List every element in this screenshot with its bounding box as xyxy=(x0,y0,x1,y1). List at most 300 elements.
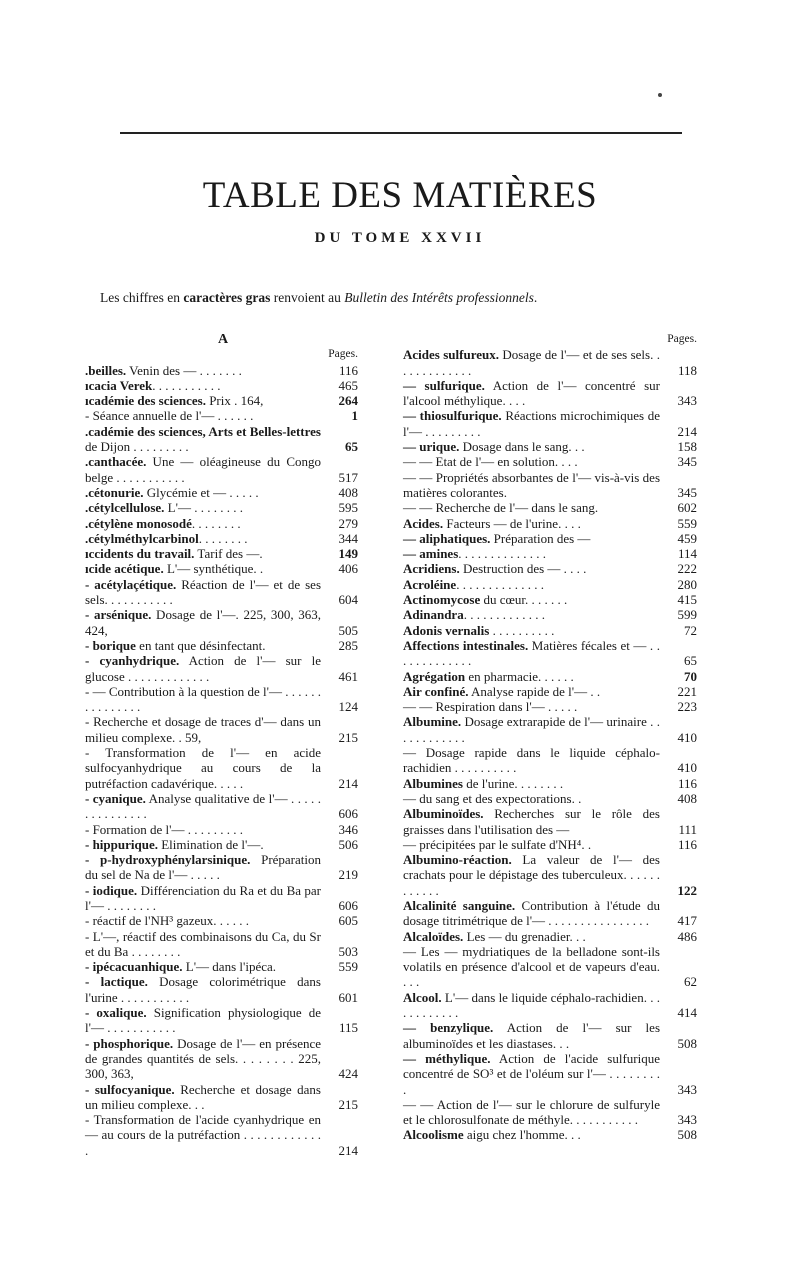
index-entry xyxy=(85,1036,361,1082)
entry-description: Dosage de l'— en présence de grandes quantités de sels. . . . . . . . 225, 300, 363, xyxy=(85,1035,322,1082)
top-rule xyxy=(120,132,682,134)
index-entry xyxy=(403,745,700,776)
entry-description: Réactions microchimiques de l'— . . . . . . . . . xyxy=(403,408,660,439)
page-number: 158 xyxy=(677,439,697,455)
entry-description: Dosage de l'— et de ses sels. . . . . . . . . . . . . xyxy=(403,347,660,378)
page-number: 215 xyxy=(338,1096,358,1112)
page-number: 601 xyxy=(338,989,358,1005)
index-entry xyxy=(403,776,700,791)
entry-description: - — Contribution à la question de l'— . . . . . . . . . . . . . . . xyxy=(85,683,321,715)
entry-description: aigu chez l'homme. . . xyxy=(463,1127,581,1143)
entry-heading: Adinandra xyxy=(403,607,464,623)
entry-text xyxy=(403,500,598,515)
page-number: 408 xyxy=(677,790,697,806)
entry-heading: Acridiens. xyxy=(403,561,460,577)
entry-text xyxy=(403,745,660,775)
entry-heading: - hippurique. xyxy=(85,836,158,852)
entry-heading: - arsénique. xyxy=(85,607,152,623)
entry-heading: - cyanhydrique. xyxy=(85,653,180,669)
page-number: 118 xyxy=(677,362,697,378)
page-number: 280 xyxy=(677,576,697,592)
page-number: 410 xyxy=(677,729,697,745)
right-column xyxy=(403,332,700,1143)
intro-part-2: renvoient au xyxy=(270,290,345,305)
entry-description: Matières fécales et — . . . . . . . . . . . . . xyxy=(403,637,660,669)
page-number: 1 xyxy=(351,408,358,424)
entry-text xyxy=(85,974,321,1004)
entry-heading: Actinomycose xyxy=(403,592,481,608)
entry-description: — — Respiration dans l'— . . . . . xyxy=(403,699,578,715)
entry-heading: .cétylcellulose. xyxy=(85,500,165,516)
entry-heading: — benzylique. xyxy=(403,1020,494,1036)
index-entry xyxy=(85,714,361,745)
entry-description: — — Action de l'— sur le chlorure de sulfuryle et le chlorosulfonate de méthyle. . . . . . . . . . . xyxy=(403,1096,660,1128)
page-number: 424 xyxy=(338,1066,358,1082)
page-number: 559 xyxy=(677,515,697,531)
entry-description: . . . . . . . . . . . . . xyxy=(463,607,545,623)
entry-description: de Dijon . . . . . . . . . xyxy=(85,439,189,455)
index-entry xyxy=(403,806,700,837)
page-number: 415 xyxy=(677,592,697,608)
entry-description: Prix . 164, xyxy=(205,393,264,409)
entry-description: La valeur de l'— des crachats pour le dépistage des tuberculeux. . . . . . . . . . . . xyxy=(403,852,660,898)
entry-description: Venin des — . . . . . . . xyxy=(126,362,242,378)
page-number: 65 xyxy=(345,439,358,455)
index-entry xyxy=(403,1097,700,1128)
index-entry xyxy=(85,791,361,822)
entry-description: . . . . . . . . . . . xyxy=(152,377,221,393)
section-letter: A xyxy=(217,332,229,347)
entry-text xyxy=(403,470,660,500)
entry-heading: Acides. xyxy=(403,515,444,531)
index-entry xyxy=(85,408,361,423)
entry-text xyxy=(403,408,660,438)
entry-description: de l'urine. . . . . . . . xyxy=(462,775,564,791)
entry-text xyxy=(85,546,263,561)
entry-heading: Adonis vernalis xyxy=(403,622,490,638)
entry-text xyxy=(403,852,660,898)
entry-text xyxy=(85,638,266,653)
page-number: 606 xyxy=(338,806,358,822)
page-number: 465 xyxy=(338,377,358,393)
page-number: 606 xyxy=(338,897,358,913)
index-entry xyxy=(85,561,361,576)
entry-text xyxy=(85,684,321,714)
entry-text xyxy=(403,347,660,377)
page-number: 517 xyxy=(338,469,358,485)
entry-description: Différenciation du Ra et du Ba par l'— . . . . . . . . xyxy=(85,882,322,913)
page-number: 505 xyxy=(338,622,358,638)
index-entry xyxy=(85,653,361,684)
index-entry xyxy=(403,990,700,1021)
entry-description: Dosage extrarapide de l'— urinaire . . . . . . . . . . . . xyxy=(403,714,660,745)
entry-text xyxy=(85,822,243,837)
page-number: 62 xyxy=(684,974,697,990)
entry-description: Action de l'— sur le glucose . . . . . . . . . . . . . xyxy=(85,653,321,684)
entry-heading: Albumines xyxy=(403,775,463,791)
page-number: 215 xyxy=(338,729,358,745)
entry-text xyxy=(85,959,276,974)
entry-heading: Albuminoïdes. xyxy=(403,806,484,822)
page-number: 595 xyxy=(338,500,358,516)
index-entry xyxy=(85,974,361,1005)
index-entry xyxy=(403,1051,700,1097)
page-number: 406 xyxy=(338,561,358,577)
entry-heading: - ipécacuanhique. xyxy=(85,959,183,975)
entry-description: Action de l'— sur les albuminoïdes et les diastases. . . xyxy=(403,1020,660,1051)
index-entry xyxy=(85,929,361,960)
page-number: 486 xyxy=(677,928,697,944)
entry-text xyxy=(85,577,321,607)
index-entry xyxy=(403,837,700,852)
entry-heading: - cyanique. xyxy=(85,790,146,806)
entry-description: . . . . . . . . xyxy=(198,530,248,546)
entry-heading: ıcacia Verek xyxy=(85,377,153,393)
entry-description: — précipitées par le sulfate d'NH⁴. . xyxy=(403,836,592,852)
entry-heading: .beilles. xyxy=(85,362,127,378)
entry-description: Action de l'acide sulfurique concentré de SO³ et de l'oléum sur l'— . . . . . . . . . xyxy=(403,1050,660,1097)
entry-text xyxy=(403,1127,581,1142)
pages-label-left: Pages. xyxy=(328,348,358,361)
entry-heading: ıcide acétique. xyxy=(85,561,164,577)
entry-description: — Les — mydriatiques de la belladone sont-ils volatils en présence d'alcool et de vapeurs d'eau. . . . xyxy=(403,943,660,990)
index-entry xyxy=(85,883,361,914)
entry-text xyxy=(403,454,578,469)
entry-description: Préparation des — xyxy=(490,530,591,546)
entry-text xyxy=(85,531,247,546)
index-entry xyxy=(403,577,700,592)
page-number: 214 xyxy=(677,423,697,439)
entry-heading: — sulfurique. xyxy=(403,377,485,393)
entry-heading: - oxalique. xyxy=(85,1005,147,1021)
entry-text xyxy=(85,500,243,515)
index-entry xyxy=(403,944,700,990)
page-number: 599 xyxy=(677,607,697,623)
entry-description: L'— . . . . . . . . xyxy=(164,500,243,516)
entry-description: L'— dans l'ipéca. xyxy=(182,959,277,975)
entry-text xyxy=(403,378,660,408)
entry-text xyxy=(403,929,586,944)
entry-heading: — urique. xyxy=(403,439,460,455)
entry-text xyxy=(85,1112,321,1158)
entry-text xyxy=(85,929,321,959)
entry-heading: .cadémie des sciences, Arts et Belles-lettres xyxy=(85,423,321,439)
entry-text xyxy=(403,531,590,546)
entry-description: L'— dans le liquide céphalo-rachidien. . . . . . . . . . . . xyxy=(403,989,660,1021)
entry-text xyxy=(85,653,321,683)
entry-text xyxy=(403,638,660,668)
index-entry xyxy=(403,714,700,745)
page-number: 408 xyxy=(338,484,358,500)
index-entry xyxy=(403,592,700,607)
entry-heading: — amines xyxy=(403,546,459,562)
entry-description: Dosage de l'—. 225, 300, 363, 424, xyxy=(85,607,322,638)
page-number: 461 xyxy=(338,668,358,684)
entry-heading: — méthylique. xyxy=(403,1050,491,1066)
entry-description: Contribution à l'étude du dosage titrimétrique de l'— . . . . . . . . . . . . . . . . xyxy=(403,897,660,929)
index-entry xyxy=(85,684,361,715)
index-entry xyxy=(403,623,700,638)
entry-text xyxy=(403,837,591,852)
index-entry xyxy=(85,363,361,378)
index-entry xyxy=(403,607,700,622)
page-number: 122 xyxy=(677,882,697,898)
page-number: 70 xyxy=(684,668,697,684)
entry-text xyxy=(85,485,259,500)
index-entry xyxy=(403,454,700,469)
index-entry xyxy=(403,500,700,515)
page-number: 417 xyxy=(677,913,697,929)
entry-description: Glycémie et — . . . . . xyxy=(143,484,259,500)
intro-part-1: Les chiffres en xyxy=(100,290,184,305)
entry-heading: - sulfocyanique. xyxy=(85,1081,175,1097)
index-entry xyxy=(403,470,700,501)
entry-description: Préparation du sel de Na de l'— . . . . . xyxy=(85,852,322,883)
entry-description: Dosage colorimétrique dans l'urine . . . . . . . . . . . xyxy=(85,974,321,1005)
entry-text xyxy=(85,424,321,454)
entry-heading: .cétonurie. xyxy=(85,484,144,500)
page-number: 124 xyxy=(338,699,358,715)
entry-text xyxy=(403,592,567,607)
entry-description: - Recherche et dosage de traces d'— dans un milieu complexe. . 59, xyxy=(85,714,321,745)
entry-heading: ıcadémie des sciences. xyxy=(85,393,206,409)
entry-description: Destruction des — . . . . xyxy=(459,561,587,577)
entry-description: — du sang et des expectorations. . xyxy=(403,790,582,806)
entry-text xyxy=(403,944,660,990)
entry-text xyxy=(85,837,264,852)
entry-description: — Dosage rapide dans le liquide céphalo-rachidien . . . . . . . . . . xyxy=(403,745,660,776)
entry-heading: Affections intestinales. xyxy=(403,637,529,653)
page-number: 604 xyxy=(338,592,358,608)
entry-heading: - lactique. xyxy=(85,974,148,990)
page-number: 115 xyxy=(338,1020,358,1036)
entry-text xyxy=(403,1051,660,1097)
page-number: 506 xyxy=(338,836,358,852)
entry-text xyxy=(85,883,321,913)
entry-text xyxy=(85,1082,321,1112)
index-entry xyxy=(85,378,361,393)
index-entry xyxy=(403,852,700,898)
page-number: 149 xyxy=(338,546,358,562)
page-number: 344 xyxy=(338,530,358,546)
index-entry xyxy=(403,929,700,944)
entry-text xyxy=(403,898,660,928)
entry-description: Réaction de l'— et de ses sels. . . . . . . . . . . xyxy=(85,576,322,608)
entry-heading: Agrégation xyxy=(403,668,466,684)
entry-heading: ıccidents du travail. xyxy=(85,546,195,562)
entry-description: L'— synthétique. . xyxy=(163,561,264,577)
page-number: 214 xyxy=(338,775,358,791)
entry-text xyxy=(85,852,321,882)
page-number: 414 xyxy=(677,1005,697,1021)
index-entry xyxy=(403,699,700,714)
entry-description: - réactif de l'NH³ gazeux. . . . . . xyxy=(85,913,249,929)
intro-italic: Bulletin des Intérêts professionnels xyxy=(344,290,534,305)
page-number: 345 xyxy=(677,484,697,500)
index-entry xyxy=(85,745,361,791)
index-entry xyxy=(85,577,361,608)
entry-heading: Alcool. xyxy=(403,989,442,1005)
index-entry xyxy=(85,837,361,852)
page-number: 279 xyxy=(338,515,358,531)
entry-description: - L'—, réactif des combinaisons du Ca, du Sr et du Ba . . . . . . . . xyxy=(85,928,321,959)
entry-text xyxy=(403,1020,660,1050)
page-number: 111 xyxy=(678,821,697,837)
page-number: 602 xyxy=(677,500,697,516)
index-entry xyxy=(403,638,700,669)
index-entry xyxy=(403,898,700,929)
index-entry xyxy=(403,408,700,439)
index-entry xyxy=(85,852,361,883)
index-entry xyxy=(85,913,361,928)
pages-label-right: Pages. xyxy=(667,333,697,345)
page-number: 223 xyxy=(677,699,697,715)
entry-description: Analyse rapide de l'— . . xyxy=(468,683,601,699)
entry-description: - Transformation de l'— en acide sulfocyanhydrique au cours de la putréfaction cadavérique. . . . . xyxy=(85,745,321,791)
entry-text xyxy=(403,577,544,592)
entry-heading: Acides sulfureux. xyxy=(403,347,499,363)
page-subtitle: DU TOME XXVII xyxy=(314,230,486,246)
page-number: 605 xyxy=(338,913,358,929)
entry-text xyxy=(403,607,545,622)
entry-description: . . . . . . . . . . . . . . xyxy=(458,546,546,562)
page-number: 116 xyxy=(677,775,697,791)
index-entry xyxy=(403,347,700,378)
entry-heading: Albumino-réaction. xyxy=(403,852,512,868)
page-number: 219 xyxy=(338,867,358,883)
index-entry xyxy=(403,684,700,699)
index-entry xyxy=(403,1020,700,1051)
index-entry xyxy=(85,638,361,653)
page-number: 285 xyxy=(338,637,358,653)
index-entry xyxy=(85,485,361,500)
entry-text xyxy=(85,454,321,484)
entry-description: du cœur. . . . . . . xyxy=(480,592,568,608)
entry-heading: — thiosulfurique. xyxy=(403,408,502,424)
entry-heading: - p-hydroxyphénylarsinique. xyxy=(85,852,251,868)
entry-description: . . . . . . . . . . xyxy=(489,622,555,638)
entry-heading: .cétylméthylcarbinol xyxy=(85,530,199,546)
entry-description: — — Recherche de l'— dans le sang. xyxy=(403,500,599,516)
index-entry xyxy=(85,516,361,531)
page-number: 559 xyxy=(338,959,358,975)
entry-text xyxy=(403,684,600,699)
index-entry xyxy=(85,607,361,638)
entry-description: Facteurs — de l'urine. . . . xyxy=(443,515,581,531)
index-entry xyxy=(403,791,700,806)
entry-description: Dosage dans le sang. . . xyxy=(459,439,585,455)
index-entry xyxy=(403,546,700,561)
entry-text xyxy=(403,669,574,684)
entry-description: — — Propriétés absorbantes de l'— vis-à-vis des matières colorantes. xyxy=(403,469,660,500)
entry-heading: - iodique. xyxy=(85,882,138,898)
entry-heading: .canthacée. xyxy=(85,454,147,470)
index-entry xyxy=(403,439,700,454)
intro-bold: caractères gras xyxy=(183,290,271,305)
entry-description: - Formation de l'— . . . . . . . . . xyxy=(85,821,243,837)
index-entry xyxy=(85,531,361,546)
page-number: 214 xyxy=(338,1142,358,1158)
page-number: 508 xyxy=(677,1035,697,1051)
entry-text xyxy=(85,791,321,821)
entry-text xyxy=(85,516,241,531)
entry-text xyxy=(85,408,253,423)
entry-text xyxy=(403,1097,660,1127)
page-title: TABLE DES MATIÈRES xyxy=(202,175,598,216)
entry-heading: Alcaloïdes. xyxy=(403,928,464,944)
entry-text xyxy=(85,607,321,637)
index-entry xyxy=(85,546,361,561)
entry-description: Recherches sur le rôle des graisses dans l'utilisation des — xyxy=(403,806,660,837)
page-number: 459 xyxy=(677,530,697,546)
page-number: 114 xyxy=(677,546,697,562)
entry-description: Elimination de l'—. xyxy=(157,836,264,852)
entry-heading: Alcalinité sanguine. xyxy=(403,897,516,913)
entry-heading: — aliphatiques. xyxy=(403,530,491,546)
entry-description: Tarif des —. xyxy=(194,546,263,562)
index-entry xyxy=(85,1112,361,1158)
entry-heading: .cétylène monosodé xyxy=(85,515,192,531)
page-number: 116 xyxy=(338,362,358,378)
entry-heading: - phosphorique. xyxy=(85,1035,174,1051)
entry-text xyxy=(85,561,263,576)
index-entry xyxy=(403,378,700,409)
index-entry xyxy=(403,531,700,546)
page-number: 508 xyxy=(677,1127,697,1143)
index-entry xyxy=(85,822,361,837)
entry-description: . . . . . . . . . . . . . . xyxy=(456,576,544,592)
entry-text xyxy=(85,1005,321,1035)
speck-mark xyxy=(658,93,662,97)
page-number: 72 xyxy=(684,622,697,638)
index-entry xyxy=(403,1127,700,1142)
entry-text xyxy=(85,913,249,928)
entry-heading: - borique xyxy=(85,637,136,653)
entry-text xyxy=(85,714,321,744)
index-entry xyxy=(85,454,361,485)
entry-heading: Air confiné. xyxy=(403,683,469,699)
entry-description: Recherche et dosage dans un milieu complexe. . . xyxy=(85,1081,321,1112)
entry-description: Analyse qualitative de l'— . . . . . . . . . . . . . . . xyxy=(85,790,321,822)
entry-text xyxy=(85,393,263,408)
index-entry xyxy=(85,393,361,408)
index-entry xyxy=(85,424,361,455)
page-number: 222 xyxy=(677,561,697,577)
entry-heading: Acroléine xyxy=(403,576,457,592)
intro-part-3: . xyxy=(533,290,538,305)
page-number: 410 xyxy=(677,760,697,776)
index-entry xyxy=(403,561,700,576)
entry-heading: Albumine. xyxy=(403,714,462,730)
entry-description: — — Etat de l'— en solution. . . . xyxy=(403,454,578,470)
entry-text xyxy=(85,745,321,791)
entry-description: - Séance annuelle de l'— . . . . . . xyxy=(85,408,254,424)
index-entry xyxy=(85,959,361,974)
entry-description: Signification physiologique de l'— . . . . . . . . . . . xyxy=(85,1005,321,1036)
entry-text xyxy=(403,714,660,744)
entry-description: en pharmacie. . . . . . xyxy=(465,668,574,684)
page-number: 343 xyxy=(677,1112,697,1128)
page-number: 343 xyxy=(677,1081,697,1097)
entry-text xyxy=(85,1036,321,1082)
index-entry xyxy=(85,500,361,515)
entry-text xyxy=(403,806,660,836)
entry-heading: - acétylaçétique. xyxy=(85,576,177,592)
entry-description: Les — du grenadier. . . xyxy=(463,928,586,944)
index-entry xyxy=(403,516,700,531)
page-number: 345 xyxy=(677,454,697,470)
left-column xyxy=(85,332,361,1158)
